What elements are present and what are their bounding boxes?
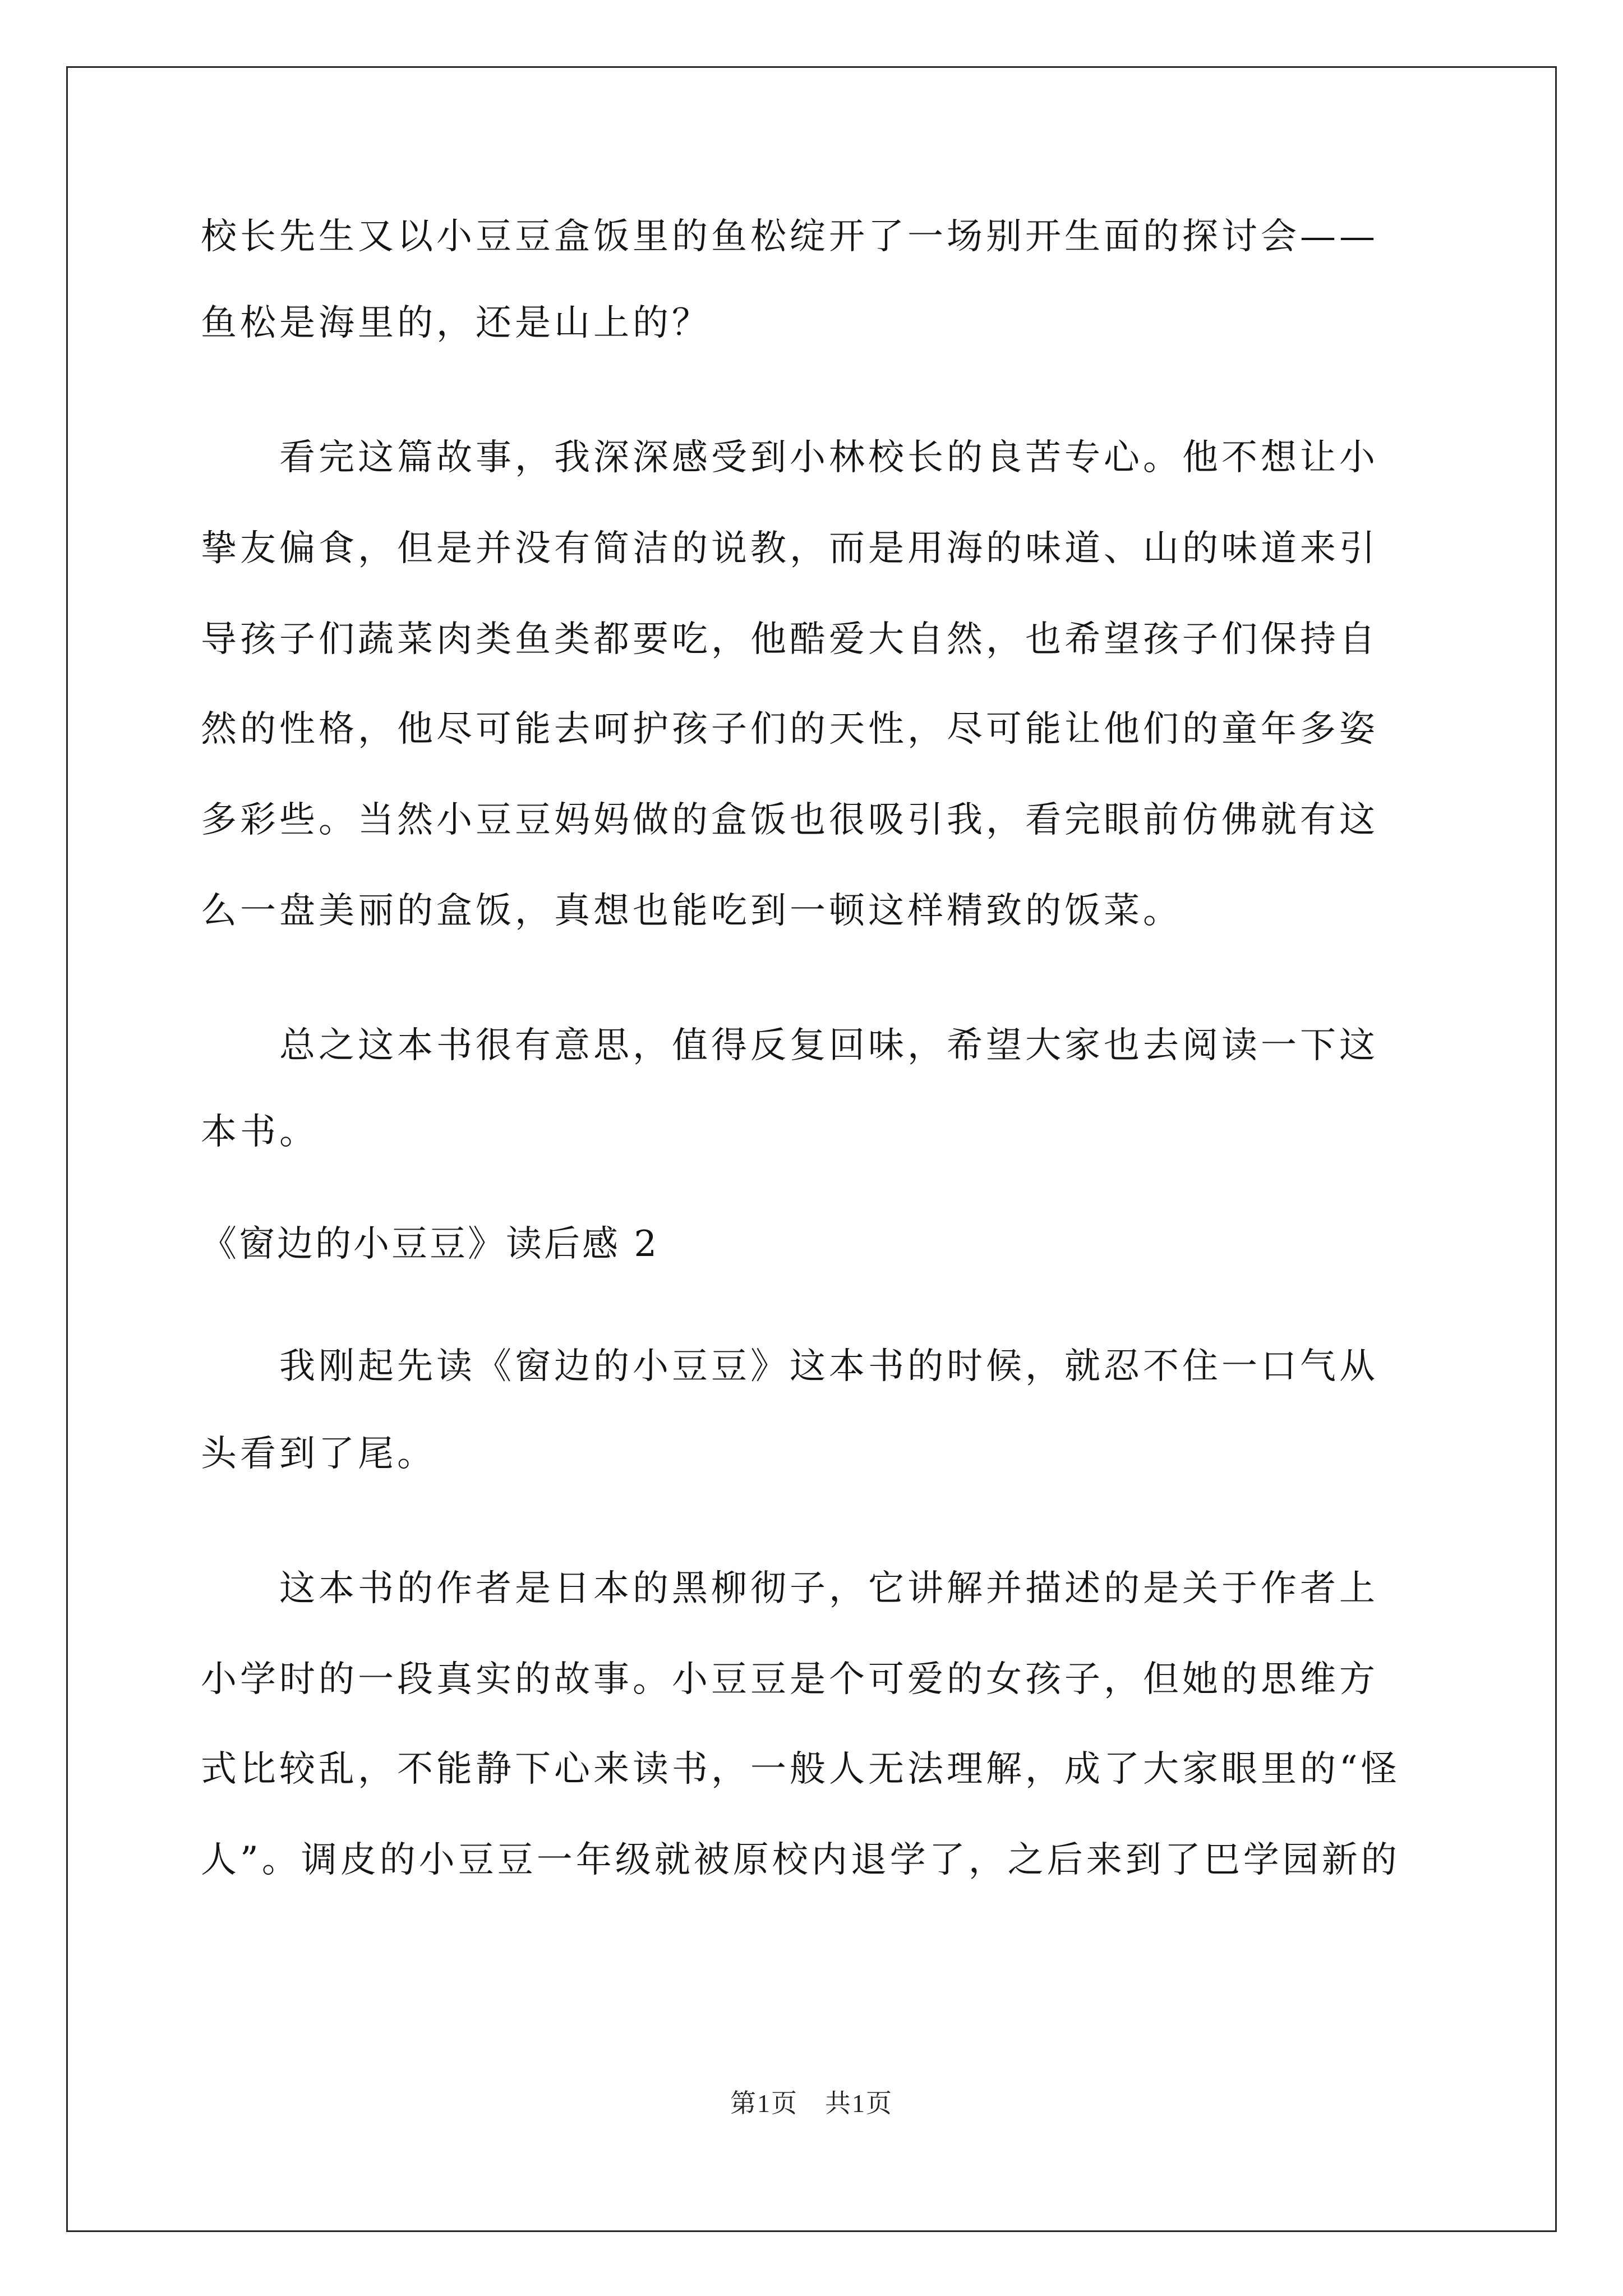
- paragraph-line: 导孩子们蔬菜肉类鱼类都要吃，他酷爱大自然，也希望孩子们保持自: [201, 619, 1378, 660]
- paragraph-line: 头看到了尾。: [201, 1433, 436, 1475]
- paragraph-line: 小学时的一段真实的故事。小豆豆是个可爱的女孩子，但她的思维方: [201, 1659, 1378, 1700]
- paragraph-line: 本书。: [201, 1111, 319, 1153]
- paragraph-line: 多彩些。当然小豆豆妈妈做的盒饭也很吸引我，看完眼前仿佛就有这: [201, 799, 1378, 841]
- paragraph-line: 鱼松是海里的，还是山上的？: [201, 302, 711, 344]
- paragraph-line: 总之这本书很有意思，值得反复回味，希望大家也去阅读一下这: [279, 1025, 1378, 1066]
- page-footer: 第1页 共1页: [730, 2089, 893, 2118]
- section-heading: 《窗边的小豆豆》读后感 2: [201, 1223, 660, 1265]
- paragraph-line: 人”。调皮的小豆豆一年级就被原校内退学了，之后来到了巴学园新的: [201, 1839, 1400, 1881]
- paragraph-line: 这本书的作者是日本的黑柳彻子，它讲解并描述的是关于作者上: [279, 1568, 1378, 1609]
- paragraph-line: 然的性格，他尽可能去呵护孩子们的天性，尽可能让他们的童年多姿: [201, 708, 1378, 750]
- paragraph-line: 看完这篇故事，我深深感受到小林校长的良苦专心。他不想让小: [279, 437, 1378, 478]
- paragraph-line: 我刚起先读《窗边的小豆豆》这本书的时候，就忍不住一口气从: [279, 1346, 1378, 1387]
- paragraph-line: 么一盘美丽的盒饭，真想也能吃到一顿这样精致的饭菜。: [201, 890, 1182, 932]
- paragraph-line: 挚友偏食，但是并没有简洁的说教，而是用海的味道、山的味道来引: [201, 528, 1378, 569]
- paragraph-line: 式比较乱，不能静下心来读书，一般人无法理解，成了大家眼里的“怪: [201, 1749, 1400, 1790]
- paragraph-line: 校长先生又以小豆豆盒饭里的鱼松绽开了一场别开生面的探讨会——: [201, 216, 1378, 257]
